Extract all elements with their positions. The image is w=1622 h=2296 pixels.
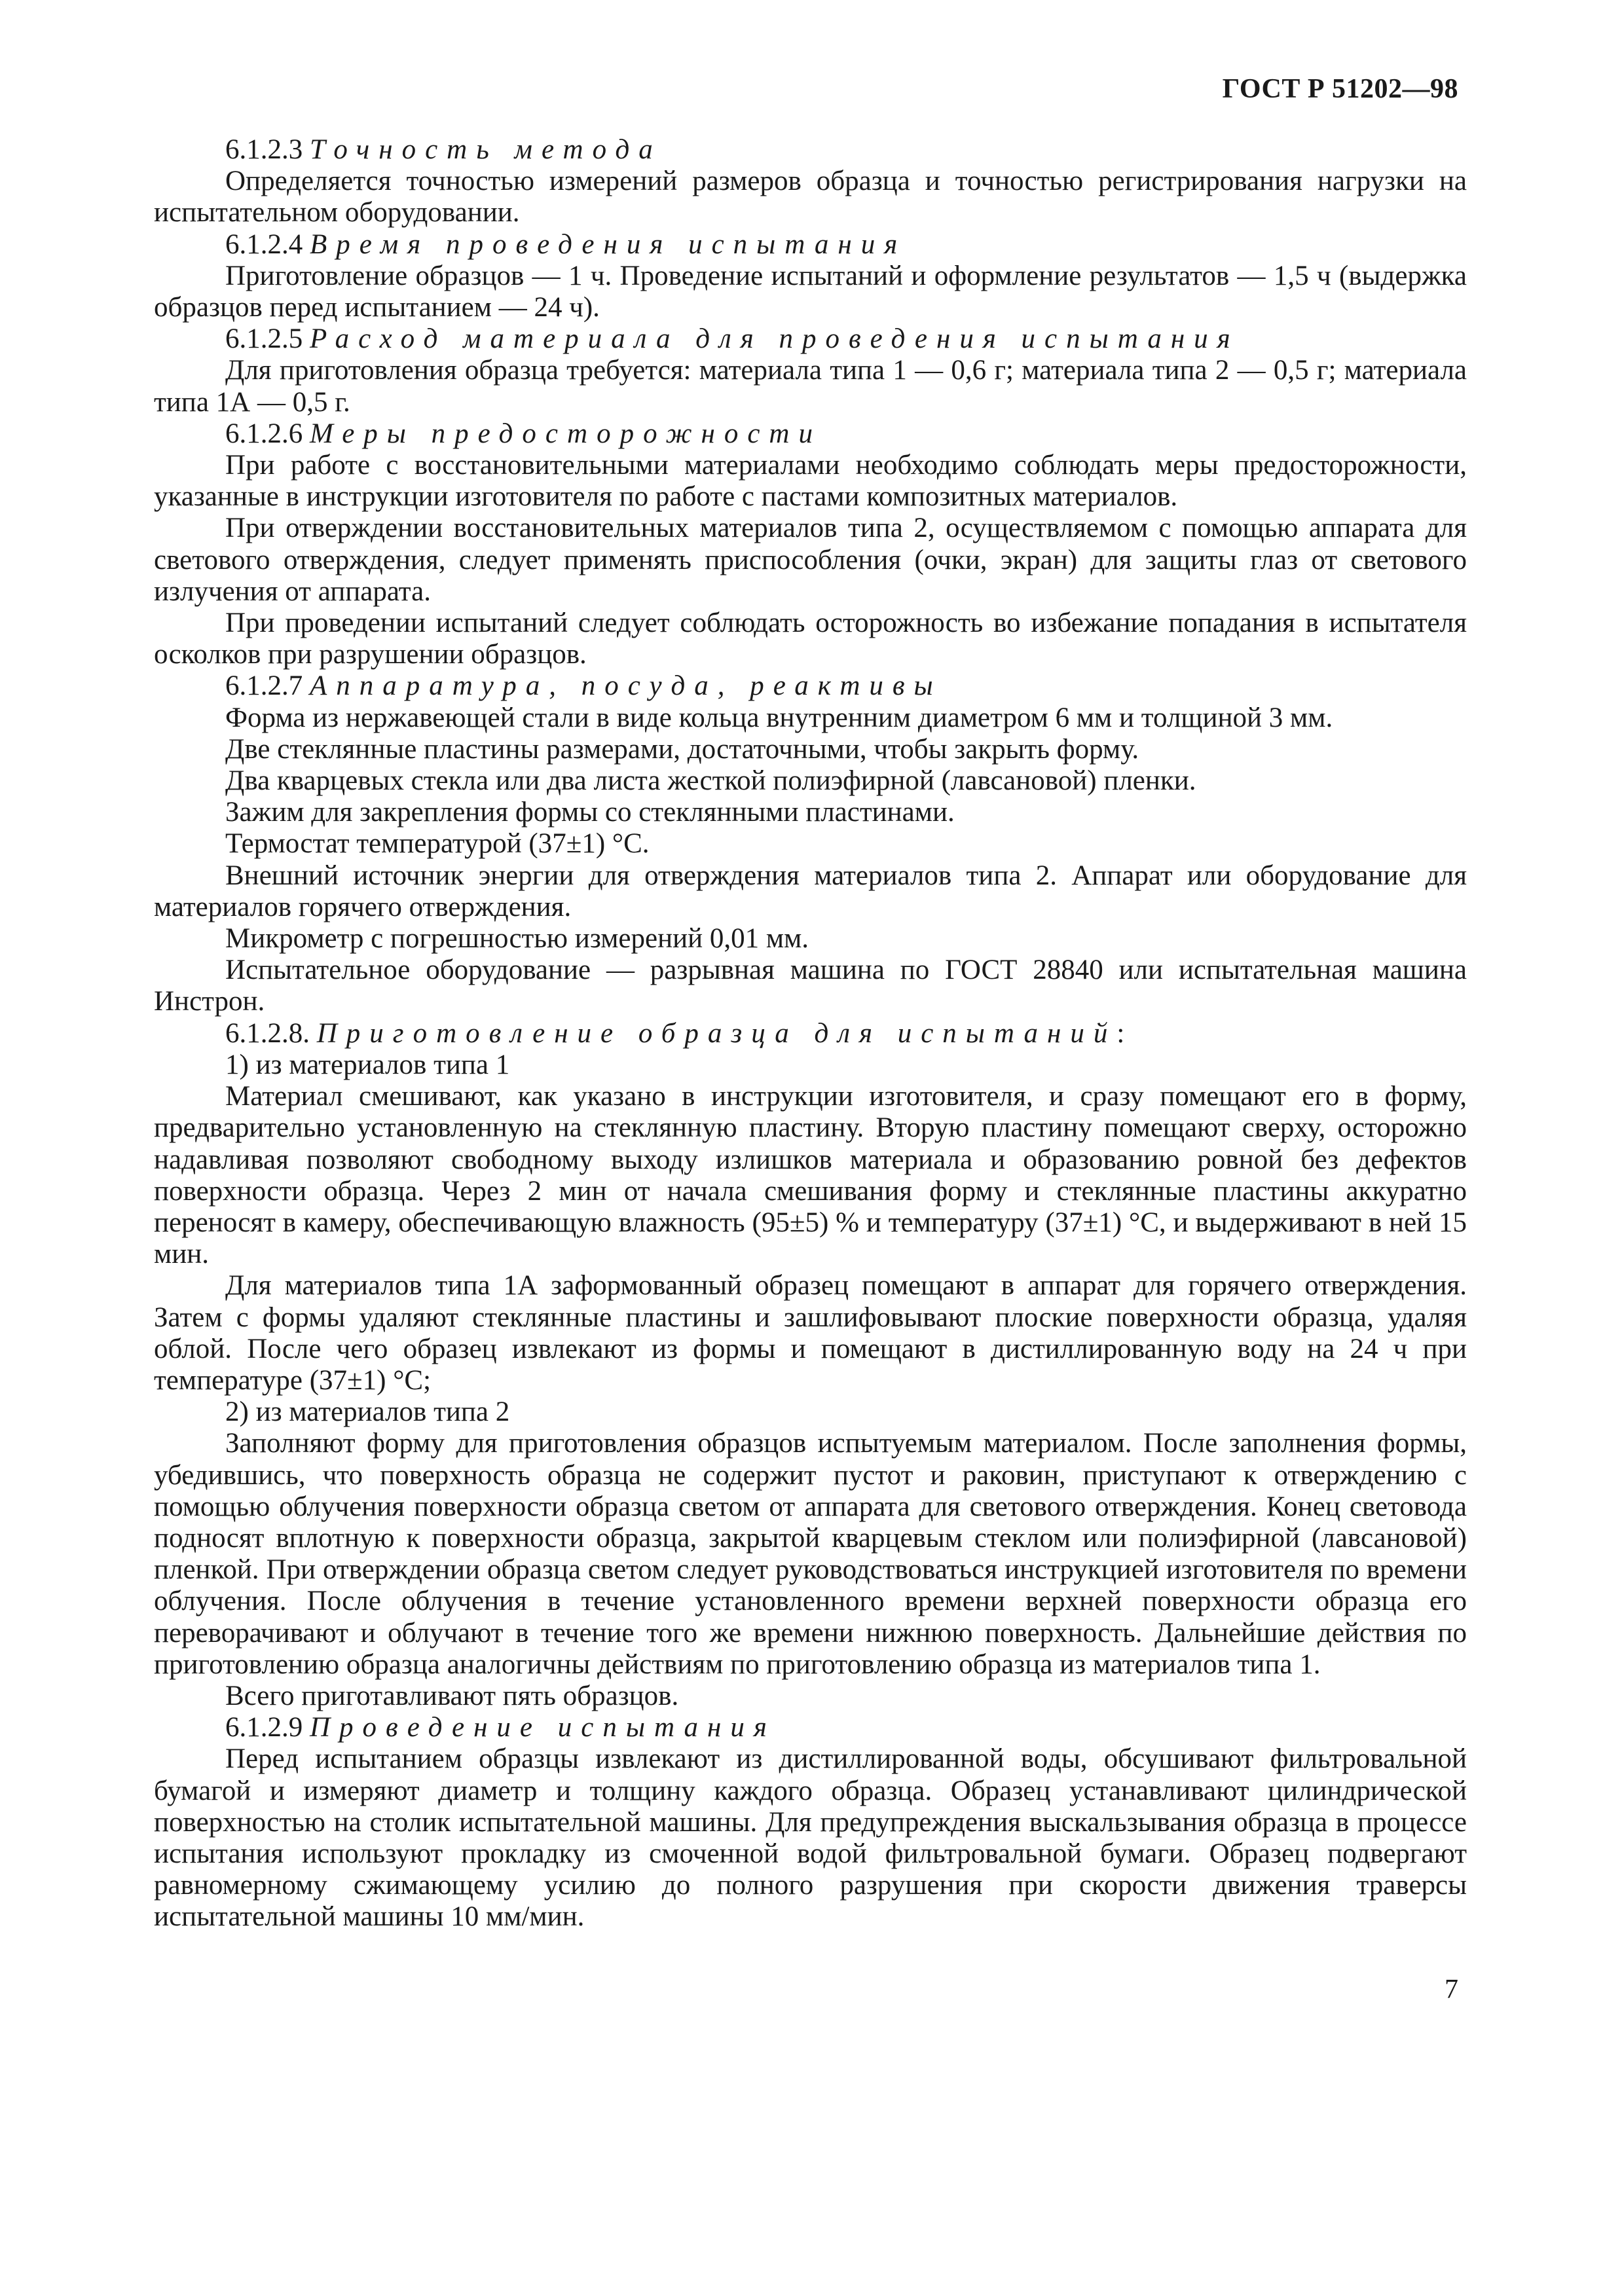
document-code: ГОСТ Р 51202—98: [1222, 74, 1458, 104]
document-body: [154, 134, 1467, 1933]
section-number: 6.1.2.7: [225, 670, 303, 702]
section-title: Точность метода: [310, 134, 662, 165]
paragraph: Для материалов типа 1А заформованный образец помещают в аппарат для горячего отверждения. Затем с формы удаляют стеклянные пластины и зашлифовывают плоские поверхности образца, удаляя облой. После чего образец извлекают из формы и помещают в дистиллированную воду на 24 ч при температуре (37±1) °С;: [154, 1270, 1467, 1396]
section-number: 6.1.2.8.: [225, 1017, 310, 1049]
paragraph: Материал смешивают, как указано в инструкции изготовителя, и сразу помещают его в форму, предварительно установленную на стеклянную пластину. Вторую пластину помещают сверху, осторожно надавливая позволяют свободному выходу излишков материала и образованию ровной без дефектов поверхности образца. Через 2 мин от начала смешивания форму и стеклянные пластины аккуратно переносят в камеру, обеспечивающую влажность (95±5) % и температуру (37±1) °С, и выдерживают в ней 15 мин.: [154, 1081, 1467, 1270]
section-title: Аппаратура, посуда, реактивы: [310, 670, 942, 702]
section-title: Время проведения испытания: [310, 228, 907, 260]
paragraph: При работе с восстановительными материалами необходимо соблюдать меры предосторожности, указанные в инструкции изготовителя по работе с пастами композитных материалов.: [154, 450, 1467, 513]
section-number: 6.1.2.3: [225, 134, 303, 165]
list-item: 2) из материалов типа 2: [225, 1396, 510, 1428]
page-number: 7: [1445, 1975, 1458, 2005]
section-title: Расход материала для проведения испытания: [310, 323, 1240, 355]
paragraph: Два кварцевых стекла или два листа жесткой полиэфирной (лавсановой) пленки.: [225, 765, 1196, 797]
paragraph: Для приготовления образца требуется: материала типа 1 — 0,6 г; материала типа 2 — 0,5 г; материала типа 1А — 0,5 г.: [154, 355, 1467, 418]
paragraph: При проведении испытаний следует соблюдать осторожность во избежание попадания в испытателя осколков при разрушении образцов.: [154, 608, 1467, 670]
section-heading: [154, 229, 1467, 261]
paragraph: Приготовление образцов — 1 ч. Проведение испытаний и оформление результатов — 1,5 ч (выдержка образцов перед испытанием — 24 ч).: [154, 260, 1467, 323]
paragraph: Заполняют форму для приготовления образцов испытуемым материалом. После заполнения формы, убедившись, что поверхность образца не содержит пустот и раковин, приступают к отверждению с помощью облучения поверхности образца светом от аппарата для светового отверждения. Конец световода подносят вплотную к поверхности образца, закрытой кварцевым стеклом или полиэфирной (лавсановой) пленкой. При отверждении образца светом следует руководствоваться инструкцией изготовителя по времени облучения. После облучения в течение установленного времени верхней поверхности образца его переворачивают и облучают в течение того же времени нижнюю поверхность. Дальнейшие действия по приготовлению образца аналогичны действиям по приготовлению образца из материалов типа 1.: [154, 1428, 1467, 1680]
paragraph: Микрометр с погрешностью измерений 0,01 мм.: [225, 923, 809, 955]
paragraph: Испытательное оборудование — разрывная машина по ГОСТ 28840 или испытательная машина Инстрон.: [154, 955, 1467, 1017]
section-heading: [154, 1018, 1467, 1049]
paragraph: Зажим для закрепления формы со стеклянными пластинами.: [225, 797, 955, 828]
section-heading: [154, 670, 1467, 702]
list-item: 1) из материалов типа 1: [225, 1049, 510, 1080]
section-heading: [154, 134, 1467, 166]
section-title: Меры предосторожности: [310, 418, 822, 449]
paragraph: Две стеклянные пластины размерами, достаточными, чтобы закрыть форму.: [225, 733, 1139, 765]
paragraph: Всего приготавливают пять образцов.: [225, 1680, 679, 1711]
section-title: Приготовление образца для испытаний: [316, 1017, 1117, 1049]
section-title: Проведение испытания: [310, 1712, 776, 1743]
paragraph: Форма из нержавеющей стали в виде кольца внутренним диаметром 6 мм и толщиной 3 мм.: [225, 702, 1333, 733]
section-title-suffix: :: [1116, 1017, 1125, 1049]
section-number: 6.1.2.4: [225, 228, 303, 260]
section-number: 6.1.2.5: [225, 323, 303, 355]
paragraph: Определяется точностью измерений размеров образца и точностью регистрирования нагрузки на испытательном оборудовании.: [154, 166, 1467, 228]
section-number: 6.1.2.6: [225, 418, 303, 449]
paragraph: Внешний источник энергии для отверждения материалов типа 2. Аппарат или оборудование для материалов горячего отверждения.: [154, 860, 1467, 922]
section-heading: [154, 323, 1467, 355]
paragraph: Перед испытанием образцы извлекают из дистиллированной воды, обсушивают фильтровальной бумагой и измеряют диаметр и толщину каждого образца. Образец устанавливают цилиндрической поверхностью на столик испытательной машины. Для предупреждения выскальзывания образца в процессе испытания используют прокладку из смоченной водой фильтровальной бумаги. Образец подвергают равномерному сжимающему усилию до полного разрушения при скорости движения траверсы испытательной машины 10 мм/мин.: [154, 1743, 1467, 1933]
section-number: 6.1.2.9: [225, 1712, 303, 1743]
paragraph: При отверждении восстановительных материалов типа 2, осуществляемом с помощью аппарата для светового отверждения, следует применять приспособления (очки, экран) для защиты глаз от светового излучения от аппарата.: [154, 513, 1467, 607]
section-heading: [154, 418, 1467, 450]
paragraph: Термостат температурой (37±1) °С.: [225, 828, 650, 860]
section-heading: [154, 1712, 1467, 1743]
